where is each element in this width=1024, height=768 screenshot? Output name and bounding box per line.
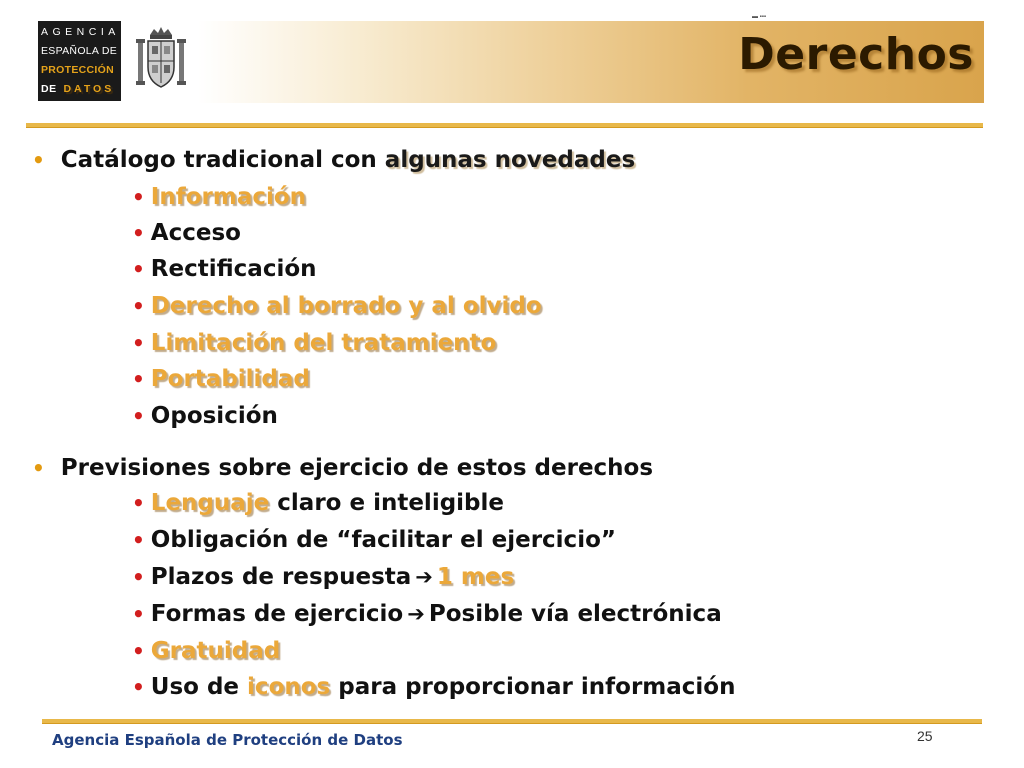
list-item-label: claro e inteligible	[269, 490, 504, 516]
list-item-obligacion	[132, 529, 616, 552]
bullet-icon: •	[32, 148, 45, 172]
list-item-label: Oposición	[150, 403, 278, 429]
bullet-icon: •	[132, 294, 145, 318]
section1-heading-plain: Catálogo tradicional con	[60, 147, 385, 173]
list-item-label: Obligación de “facilitar el ejercicio”	[150, 527, 616, 553]
bullet-icon: •	[132, 404, 145, 428]
list-item-label: Acceso	[150, 220, 241, 246]
list-item-highlight: Lenguaje	[150, 490, 270, 516]
list-item-lenguaje	[132, 492, 504, 515]
logo-line-3: PROTECCIÓN	[41, 64, 115, 76]
logo-line-1: AGENCIA	[41, 26, 120, 38]
agency-logo	[38, 21, 121, 101]
list-item-formas	[132, 603, 722, 626]
footer-organization: Agencia Española de Protección de Datos	[52, 731, 403, 749]
list-item-detail: Posible vía electrónica	[428, 601, 722, 627]
list-item-label: Portabilidad	[150, 366, 310, 392]
page-title: Derechos	[738, 29, 974, 80]
bullet-icon: •	[132, 602, 145, 626]
list-item-label: Formas de ejercicio	[150, 601, 404, 627]
list-item-plazos	[132, 566, 514, 589]
list-item-highlight: 1 mes	[436, 564, 515, 590]
bullet-icon: •	[132, 528, 145, 552]
section1-heading	[32, 149, 635, 172]
list-item-highlight: iconos	[247, 674, 331, 700]
list-item-label-post: para proporcionar información	[330, 674, 736, 700]
list-item-portabilidad	[132, 368, 310, 391]
list-item-limitacion	[132, 332, 496, 355]
page-number: 25	[917, 728, 933, 744]
list-item-informacion	[132, 186, 306, 209]
bullet-icon: •	[132, 639, 145, 663]
bullet-icon: •	[132, 675, 145, 699]
footer-divider	[42, 719, 982, 724]
list-item-rectificacion	[132, 258, 317, 281]
list-item-label: Información	[150, 184, 307, 210]
bullet-icon: •	[132, 367, 145, 391]
list-item-label: Limitación del tratamiento	[150, 330, 497, 356]
arrow-right-icon: ➔	[415, 565, 433, 589]
coat-of-arms-icon	[124, 21, 198, 101]
bullet-icon: •	[132, 491, 145, 515]
list-item-label: Plazos de respuesta	[150, 564, 412, 590]
list-item-acceso	[132, 222, 241, 245]
list-item-label: Derecho al borrado y al olvido	[150, 293, 542, 319]
header-divider	[26, 123, 983, 128]
section2-heading-text: Previsiones sobre ejercicio de estos derechos	[60, 455, 654, 481]
list-item-gratuidad	[132, 640, 280, 663]
section2-heading	[32, 457, 653, 480]
logo-line-2: ESPAÑOLA DE	[41, 45, 118, 57]
section1-heading-emphasis: algunas novedades	[384, 147, 636, 173]
list-item-iconos	[132, 676, 735, 699]
tiny-mark: ▬ ▪▪▪	[752, 14, 767, 20]
arrow-right-icon: ➔	[407, 602, 425, 626]
list-item-label-pre: Uso de	[150, 674, 248, 700]
logo-line-4	[41, 84, 114, 95]
bullet-icon: •	[32, 456, 45, 480]
list-item-label: Rectificación	[150, 256, 317, 282]
list-item-borrado-olvido	[132, 295, 542, 318]
logo-line-4-datos: DATOS	[63, 83, 115, 95]
list-item-oposicion	[132, 405, 278, 428]
bullet-icon: •	[132, 257, 145, 281]
bullet-icon: •	[132, 331, 145, 355]
logo-line-4-de: DE	[41, 83, 57, 95]
bullet-icon: •	[132, 185, 145, 209]
bullet-icon: •	[132, 221, 145, 245]
list-item-label: Gratuidad	[150, 638, 281, 664]
bullet-icon: •	[132, 565, 145, 589]
